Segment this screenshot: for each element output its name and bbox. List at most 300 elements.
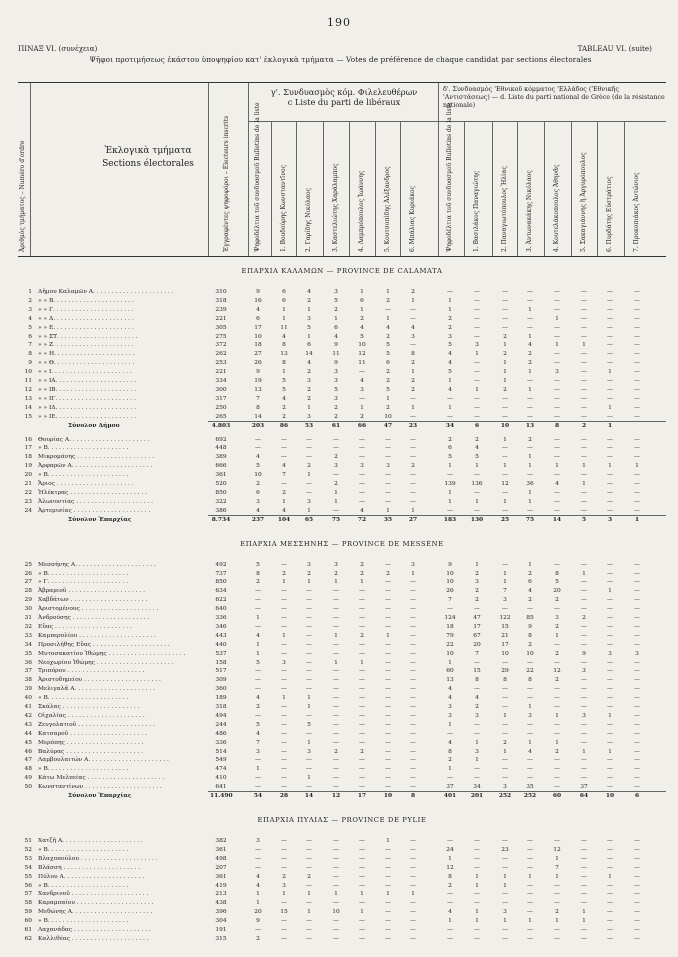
- cell-value: 1: [475, 386, 479, 393]
- section-name: Χατζῆ Α. . . . . . . . . . . . . . . . . . . . . .: [38, 838, 143, 844]
- row-number: 28: [24, 588, 32, 595]
- cell-value: 3: [555, 369, 559, 376]
- cell-value: 47: [473, 615, 481, 621]
- table-header: [18, 82, 666, 257]
- cell-value: —: [554, 324, 560, 331]
- row-number: 34: [24, 641, 32, 648]
- cell-value: —: [306, 900, 312, 907]
- cell-value: 1: [475, 918, 479, 925]
- cell-value: 8: [503, 677, 507, 684]
- cell-value: 2: [503, 333, 507, 340]
- cell-value: 11.490: [210, 792, 233, 799]
- cell-value: —: [527, 766, 533, 773]
- table-row: [18, 306, 666, 315]
- cell-value: 36: [526, 481, 534, 487]
- cell-value: —: [527, 935, 533, 942]
- cell-value: —: [306, 730, 312, 737]
- cell-value: —: [607, 507, 613, 514]
- cell-value: 11: [332, 351, 340, 358]
- col-header-national-0: 7. Προκοπιάκος Ἀντώνιος: [633, 172, 640, 252]
- cell-value: 1: [360, 909, 364, 916]
- cell-value: 10: [254, 333, 262, 340]
- cell-value: 318: [215, 704, 227, 710]
- cell-value: —: [581, 882, 587, 889]
- cell-value: 1: [256, 650, 260, 657]
- cell-value: —: [554, 775, 560, 782]
- cell-value: —: [385, 927, 391, 933]
- cell-value: —: [607, 306, 613, 313]
- cell-value: —: [554, 386, 560, 393]
- cell-value: 1: [608, 712, 612, 719]
- cell-value: —: [634, 739, 640, 746]
- cell-value: 2: [282, 489, 286, 496]
- cell-value: 11: [358, 360, 366, 367]
- cell-value: 1: [503, 712, 507, 719]
- cell-value: —: [255, 784, 261, 791]
- row-number: 33: [24, 632, 32, 639]
- cell-value: —: [410, 838, 416, 844]
- cell-value: 122: [499, 615, 511, 621]
- cell-value: —: [333, 739, 339, 746]
- cell-value: 1: [582, 918, 586, 925]
- cell-value: —: [527, 695, 533, 702]
- cell-value: —: [385, 909, 391, 916]
- cell-value: 10: [446, 650, 454, 657]
- row-number: 29: [24, 597, 32, 604]
- cell-value: 7: [448, 597, 452, 604]
- cell-value: 640: [215, 606, 227, 613]
- cell-value: 1: [334, 891, 338, 898]
- table-row: [18, 632, 666, 641]
- cell-value: —: [581, 498, 587, 505]
- col-header-number: Ἀριθμὸς τμήματος – Numéro d'ordre: [19, 140, 26, 252]
- cell-value: 1: [555, 855, 559, 862]
- cell-value: —: [255, 677, 261, 684]
- cell-value: 850: [215, 489, 227, 496]
- section-name: » » Δ. . . . . . . . . . . . . . . . . . . . . .: [38, 315, 134, 322]
- cell-value: 1: [503, 342, 507, 349]
- cell-value: 18: [446, 623, 454, 630]
- cell-value: —: [634, 378, 640, 384]
- cell-value: —: [255, 757, 261, 764]
- cell-value: 3: [334, 463, 338, 470]
- cell-value: 1: [635, 463, 639, 470]
- cell-value: —: [607, 615, 613, 621]
- cell-value: —: [281, 721, 287, 728]
- cell-value: —: [474, 891, 480, 898]
- cell-value: 2: [503, 386, 507, 393]
- cell-value: —: [634, 404, 640, 411]
- cell-value: 1: [503, 882, 507, 889]
- section-name: Ἄριος . . . . . . . . . . . . . . . . . . . . .: [38, 481, 134, 487]
- cell-value: —: [581, 838, 587, 844]
- cell-value: 300: [215, 386, 227, 393]
- cell-value: 2: [307, 570, 311, 577]
- cell-value: 1: [411, 369, 415, 376]
- cell-value: 3: [307, 561, 311, 568]
- cell-value: 1: [307, 579, 311, 586]
- table-row: [18, 288, 666, 297]
- cell-value: 1: [503, 873, 507, 880]
- row-number: 8: [28, 351, 32, 358]
- cell-value: —: [581, 369, 587, 376]
- row-number: 37: [24, 668, 32, 675]
- cell-value: —: [634, 579, 640, 586]
- table-row: [18, 605, 666, 614]
- cell-value: 361: [215, 873, 227, 880]
- cell-value: —: [634, 615, 640, 621]
- cell-value: —: [281, 606, 287, 613]
- cell-value: —: [634, 297, 640, 304]
- cell-value: 4: [307, 289, 311, 295]
- row-number: 32: [24, 623, 32, 630]
- cell-value: —: [333, 615, 339, 621]
- cell-value: —: [255, 597, 261, 604]
- cell-value: —: [306, 712, 312, 719]
- cell-value: 4: [282, 333, 286, 340]
- col-header-national-5: 5. Σακαγιάννης ἢ Ἀργυρόπουλος: [580, 152, 587, 252]
- cell-value: 1: [448, 766, 452, 773]
- cell-value: —: [359, 757, 365, 764]
- cell-value: 47: [383, 421, 393, 429]
- cell-value: 492: [215, 561, 227, 568]
- cell-value: 5: [448, 369, 452, 376]
- cell-value: 1: [475, 739, 479, 746]
- cell-value: 221: [215, 315, 227, 322]
- cell-value: —: [474, 864, 480, 871]
- cell-value: 1: [307, 891, 311, 898]
- cell-value: 10: [332, 909, 340, 916]
- section-name: Μεθώνης Α. . . . . . . . . . . . . . . . . . . . . .: [38, 909, 153, 916]
- cell-value: 2: [256, 704, 260, 710]
- cell-value: —: [474, 404, 480, 411]
- cell-value: —: [333, 704, 339, 710]
- cell-value: —: [474, 333, 480, 340]
- cell-value: 26: [446, 588, 454, 595]
- cell-value: 2: [307, 297, 311, 304]
- cell-value: —: [333, 606, 339, 613]
- cell-value: 1: [608, 873, 612, 880]
- table-row: [18, 350, 666, 359]
- cell-value: 250: [215, 404, 227, 411]
- section-name: » Β. . . . . . . . . . . . . . . . . . . . . .: [38, 445, 129, 452]
- row-number: 27: [24, 579, 32, 586]
- col-header-national-1: 1. Βασιλάκος Παναγιώτης: [473, 170, 480, 252]
- cell-value: —: [554, 454, 560, 461]
- col-header-registered: Ἐγγραφέντες ψηφοφόροι – Électeurs inscrits: [223, 115, 230, 252]
- cell-value: —: [502, 315, 508, 322]
- cell-value: —: [333, 623, 339, 630]
- cell-value: 12: [358, 351, 366, 358]
- cell-value: —: [410, 342, 416, 349]
- section-name: Ἀβραμιοῦ . . . . . . . . . . . . . . . . . . . . .: [38, 588, 146, 595]
- cell-value: —: [581, 704, 587, 710]
- table-row: [18, 641, 666, 650]
- cell-value: —: [385, 730, 391, 737]
- cell-value: 3: [282, 882, 286, 889]
- table-row: [18, 703, 666, 712]
- cell-value: 317: [215, 395, 227, 402]
- cell-value: 1: [528, 386, 532, 393]
- cell-value: —: [410, 721, 416, 728]
- cell-value: —: [581, 677, 587, 684]
- cell-value: 16: [254, 297, 262, 304]
- table-row: [18, 453, 666, 462]
- cell-value: 6: [307, 342, 311, 349]
- cell-value: —: [502, 757, 508, 764]
- cell-value: —: [474, 395, 480, 402]
- cell-value: —: [306, 615, 312, 621]
- cell-value: 1: [360, 289, 364, 295]
- cell-value: —: [607, 927, 613, 933]
- cell-value: 1: [503, 918, 507, 925]
- section-name: Τριπόρου . . . . . . . . . . . . . . . . . . . . .: [38, 668, 145, 675]
- cell-value: —: [581, 454, 587, 461]
- cell-value: 4: [256, 873, 260, 880]
- cell-value: —: [474, 306, 480, 313]
- cell-value: —: [607, 472, 613, 479]
- cell-value: 1: [386, 289, 390, 295]
- row-number: 5: [28, 324, 32, 331]
- cell-value: 6: [360, 297, 364, 304]
- cell-value: 3: [282, 659, 286, 666]
- cell-value: 1: [448, 498, 452, 505]
- cell-value: 9: [448, 561, 452, 568]
- cell-value: —: [502, 704, 508, 710]
- table-row: [18, 739, 666, 748]
- cell-value: 1: [608, 588, 612, 595]
- cell-value: 8: [528, 677, 532, 684]
- cell-value: —: [502, 864, 508, 871]
- row-number: 25: [24, 561, 32, 568]
- cell-value: 1: [334, 489, 338, 496]
- cell-value: 66: [357, 421, 367, 429]
- cell-value: —: [474, 686, 480, 693]
- cell-value: 5: [581, 515, 587, 523]
- cell-value: —: [607, 677, 613, 684]
- section-name: Μεσσήνης Α. . . . . . . . . . . . . . . . . . . . . .: [38, 561, 156, 568]
- cell-value: —: [554, 489, 560, 496]
- cell-value: —: [281, 615, 287, 621]
- cell-value: —: [474, 927, 480, 933]
- cell-value: —: [581, 472, 587, 479]
- cell-value: 396: [215, 909, 227, 916]
- cell-value: 7: [555, 864, 559, 871]
- cell-value: 3: [448, 333, 452, 340]
- cell-value: —: [554, 297, 560, 304]
- cell-value: 389: [215, 454, 227, 461]
- table-row: [18, 882, 666, 891]
- cell-value: —: [607, 641, 613, 648]
- cell-value: —: [359, 935, 365, 942]
- cell-value: 3: [256, 498, 260, 505]
- cell-value: —: [554, 445, 560, 452]
- cell-value: 346: [215, 623, 227, 630]
- cell-value: —: [306, 597, 312, 604]
- cell-value: —: [502, 855, 508, 862]
- row-number: 2: [28, 297, 32, 304]
- row-number: 46: [24, 748, 32, 755]
- cell-value: 6: [474, 421, 480, 429]
- cell-value: —: [634, 668, 640, 675]
- cell-value: 1: [503, 570, 507, 577]
- cell-value: 2: [360, 748, 364, 755]
- cell-value: —: [474, 846, 480, 853]
- section-name: Πύλου Α. . . . . . . . . . . . . . . . . . . . . .: [38, 873, 145, 880]
- cell-value: —: [527, 289, 533, 295]
- section-name: Κωνσταντίνων . . . . . . . . . . . . . . . . . . . . .: [38, 784, 162, 791]
- cell-value: —: [634, 757, 640, 764]
- section-name: Καραμπαίου . . . . . . . . . . . . . . . . . . . . .: [38, 900, 154, 907]
- cell-value: 1: [582, 748, 586, 755]
- cell-value: 4: [256, 730, 260, 737]
- section-name: » » Ζ. . . . . . . . . . . . . . . . . . . . . .: [38, 342, 134, 349]
- table-row: [18, 404, 666, 413]
- cell-value: 3: [360, 463, 364, 470]
- cell-value: —: [581, 324, 587, 331]
- cell-value: 2: [386, 333, 390, 340]
- cell-value: —: [581, 579, 587, 586]
- cell-value: 136: [471, 481, 483, 487]
- cell-value: —: [527, 855, 533, 862]
- cell-value: —: [474, 900, 480, 907]
- cell-value: —: [634, 472, 640, 479]
- cell-value: 1: [307, 472, 311, 479]
- cell-value: 65: [304, 515, 314, 523]
- row-number: 31: [24, 615, 32, 621]
- cell-value: 382: [215, 838, 227, 844]
- cell-value: —: [447, 775, 453, 782]
- cell-value: 1: [334, 632, 338, 639]
- cell-value: —: [607, 579, 613, 586]
- cell-value: —: [607, 659, 613, 666]
- cell-value: 6: [528, 579, 532, 586]
- cell-value: —: [410, 935, 416, 942]
- cell-value: 2: [334, 454, 338, 461]
- cell-value: —: [281, 445, 287, 452]
- cell-value: 2: [334, 404, 338, 411]
- cell-value: —: [634, 927, 640, 933]
- cell-value: —: [281, 677, 287, 684]
- cell-value: —: [607, 686, 613, 693]
- cell-value: —: [255, 436, 261, 443]
- cell-value: —: [385, 873, 391, 880]
- cell-value: 1: [555, 918, 559, 925]
- cell-value: —: [581, 730, 587, 737]
- cell-value: —: [607, 498, 613, 505]
- cell-value: 5: [282, 378, 286, 384]
- cell-value: 1: [360, 579, 364, 586]
- cell-value: 737: [215, 570, 227, 577]
- cell-value: —: [554, 561, 560, 568]
- cell-value: —: [359, 784, 365, 791]
- cell-value: —: [410, 395, 416, 402]
- table-row: [18, 855, 666, 864]
- section-name: Μελιγαλᾶ Α. . . . . . . . . . . . . . . . . . . . . .: [38, 686, 155, 693]
- cell-value: 2: [256, 579, 260, 586]
- cell-value: —: [474, 606, 480, 613]
- cell-value: —: [474, 369, 480, 376]
- row-number: 22: [24, 489, 32, 496]
- cell-value: 2: [475, 704, 479, 710]
- cell-value: —: [255, 623, 261, 630]
- cell-value: —: [502, 561, 508, 568]
- cell-value: —: [634, 561, 640, 568]
- cell-value: —: [281, 481, 287, 487]
- cell-value: 3: [528, 712, 532, 719]
- cell-value: —: [410, 597, 416, 604]
- cell-value: —: [502, 445, 508, 452]
- cell-value: 1: [360, 891, 364, 898]
- cell-value: —: [607, 315, 613, 322]
- cell-value: 8: [528, 632, 532, 639]
- sections-label-french: Sections électorales: [102, 159, 194, 169]
- cell-value: 2: [555, 909, 559, 916]
- table-row: [18, 873, 666, 882]
- cell-value: 5: [448, 342, 452, 349]
- cell-value: 1: [503, 498, 507, 505]
- section-name: Ζευγολατιοῦ . . . . . . . . . . . . . . . . . . . . .: [38, 721, 155, 728]
- cell-value: 23: [408, 421, 418, 429]
- cell-value: —: [554, 395, 560, 402]
- section-name: » Β. . . . . . . . . . . . . . . . . . . . . .: [38, 766, 129, 773]
- cell-value: —: [607, 846, 613, 853]
- cell-value: —: [554, 413, 560, 420]
- cell-value: 15: [501, 623, 509, 630]
- cell-value: —: [281, 935, 287, 942]
- table-row: [18, 341, 666, 350]
- table-row: [18, 436, 666, 445]
- cell-value: 244: [215, 721, 227, 728]
- cell-value: 61: [331, 421, 341, 429]
- cell-value: —: [410, 445, 416, 452]
- cell-value: —: [607, 739, 613, 746]
- cell-value: 1: [307, 507, 311, 514]
- table-row: [18, 297, 666, 306]
- cell-value: —: [385, 882, 391, 889]
- cell-value: 201: [470, 792, 484, 799]
- cell-value: 1: [307, 739, 311, 746]
- row-number: 35: [24, 650, 32, 657]
- cell-value: 2: [360, 315, 364, 322]
- cell-value: —: [581, 766, 587, 773]
- cell-value: —: [502, 395, 508, 402]
- cell-value: —: [581, 378, 587, 384]
- cell-value: 4: [334, 333, 338, 340]
- cell-value: —: [607, 489, 613, 496]
- cell-value: —: [385, 306, 391, 313]
- cell-value: —: [410, 641, 416, 648]
- total-row: [18, 516, 666, 525]
- row-number: 6: [28, 333, 32, 340]
- cell-value: —: [607, 386, 613, 393]
- cell-value: 26: [254, 360, 262, 367]
- cell-value: —: [333, 641, 339, 648]
- cell-value: —: [447, 413, 453, 420]
- cell-value: 6: [256, 315, 260, 322]
- cell-value: —: [359, 775, 365, 782]
- cell-value: —: [359, 873, 365, 880]
- table-row: [18, 462, 666, 471]
- cell-value: —: [333, 766, 339, 773]
- cell-value: —: [281, 846, 287, 853]
- cell-value: —: [281, 641, 287, 648]
- section-name: » » Θ. . . . . . . . . . . . . . . . . . . . . .: [38, 360, 135, 367]
- cell-value: 10: [358, 342, 366, 349]
- table-row: [18, 359, 666, 368]
- cell-value: —: [634, 436, 640, 443]
- cell-value: —: [359, 395, 365, 402]
